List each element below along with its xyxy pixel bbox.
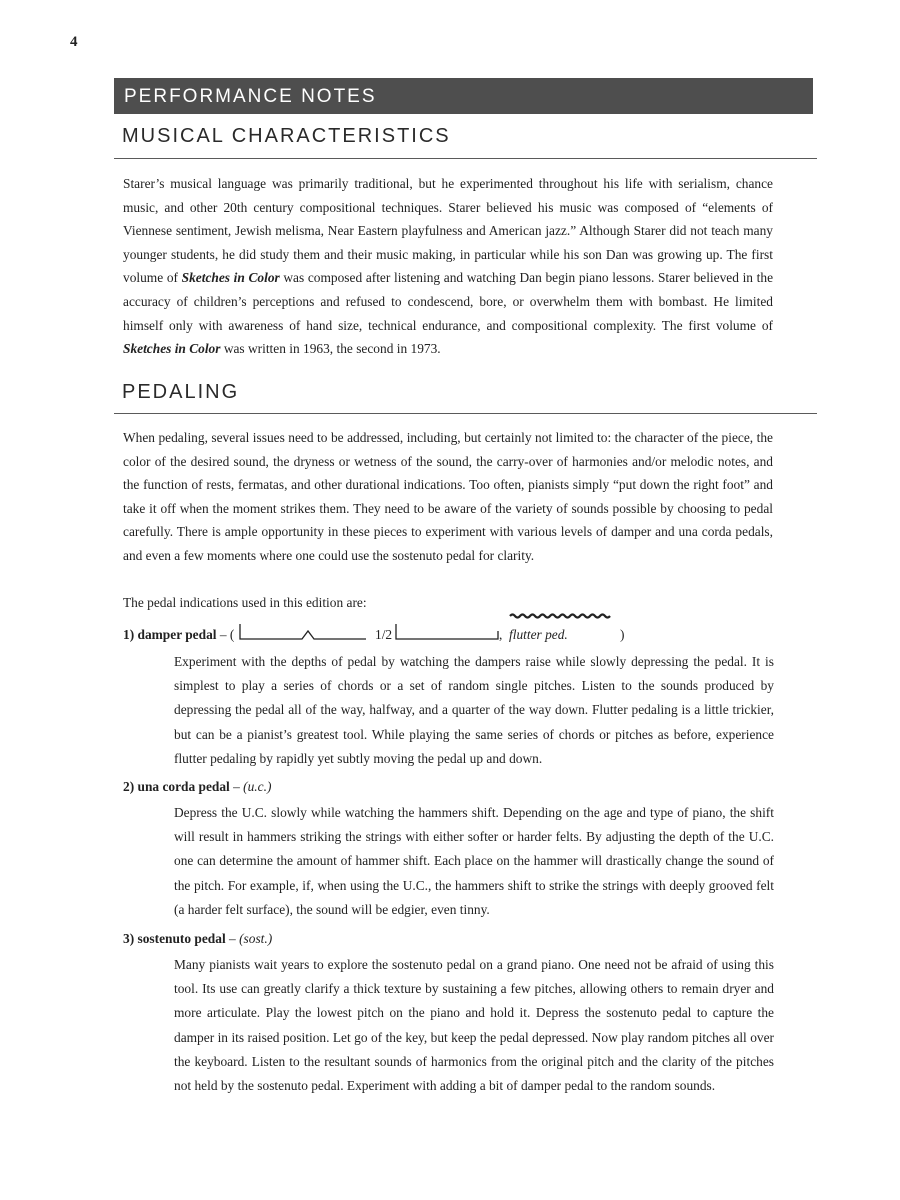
- una-corda-notation: (u.c.): [243, 779, 272, 794]
- notation-close: ): [620, 627, 625, 642]
- flutter-wave-icon: [510, 615, 610, 618]
- una-corda-label: 2) una corda pedal: [123, 779, 230, 794]
- pedal-indications-intro: The pedal indications used in this edition are:: [123, 595, 367, 610]
- una-corda-description: Depress the U.C. slowly while watching the hammers shift. Depending on the age and type of piano, the shift will result in hammers striking the strings with either softer or harder felts. By adjusting the depth of the U.C. one can determine the amount of hammer shift. Each place on the hammer will drastically change the sound of the pitch. For example, if, when using the U.C., the hammers shift to strike the strings with deeply grooved felt (a harder felt surface), the sound will be edgier, even tinny.: [174, 805, 774, 917]
- pedal-bracket-icon: [236, 612, 636, 644]
- sostenuto-description: Many pianists wait years to explore the sostenuto pedal on a grand piano. One need not be afraid of using this tool. Its use can greatly clarify a thick texture by sustaining a few pitches, allowing others to remain dryer and more articulate. Play the lowest pitch on the piano and hold it. Depress the sostenuto pedal to capture the damper in its raised position. Let go of the key, but keep the pedal depressed. Now play random pitches all over the keyboard. Listen to the resultant sounds of harmonics from the original pitch and the clarity of the pitches not held by the sostenuto pedal. Experiment with adding a bit of damper pedal to the random sounds.: [174, 957, 774, 1094]
- section-divider: [114, 158, 817, 159]
- separator-comma: ,: [499, 627, 503, 642]
- text-run: Starer’s musical language was primarily traditional, but he experimented throughout his life with serialism, chance music, and other 20th century compositional techniques. Starer believed his music was composed of “elements of Viennese sentiment, Jewish melisma, Near Eastern playfulness and American jazz.” Although Starer did not teach many younger students, he did study them and their music making, in particular while his son Dan was growing up. The first volume of: [123, 176, 773, 286]
- performance-notes-banner: PERFORMANCE NOTES: [114, 78, 813, 114]
- notation-prefix: – (: [216, 627, 235, 642]
- damper-pedal-heading: [123, 627, 234, 643]
- pedaling-heading: PEDALING: [122, 381, 240, 403]
- musical-characteristics-heading: MUSICAL CHARACTERISTICS: [122, 125, 451, 147]
- flutter-pedal-label: flutter ped.: [509, 627, 568, 642]
- una-corda-heading: 2) una corda pedal – (u.c.): [123, 779, 272, 794]
- damper-pedal-label: 1) damper pedal: [123, 627, 217, 642]
- musical-characteristics-paragraph: [123, 172, 773, 361]
- pedaling-paragraph: When pedaling, several issues need to be addressed, including, but certainly not limited to: the character of the piece, the color of the desired sound, the dryness or wetness of the sound, the carry-over of harmonies and/or melodic notes, and the function of rests, fermatas, and other durational indications. Too often, pianists simply “put down the right foot” and take it off when the moment strikes them. They need to be aware of the variety of sounds possible by choosing to pedal carefully. There is ample opportunity in these pieces to experiment with various levels of damper and una corda pedals, and even a few moments where one could use the sostenuto pedal for clarity.: [123, 430, 773, 563]
- section-divider: [114, 413, 817, 414]
- half-pedal-label: 1/2: [375, 627, 393, 642]
- sostenuto-notation: (sost.): [239, 931, 273, 946]
- page-number: 4: [70, 34, 78, 50]
- damper-pedal-description: Experiment with the depths of pedal by watching the dampers raise while slowly depressing the pedal. It is simplest to play a series of chords or a set of random single pitches. Listen to the sounds produced by depressing the pedal all of the way, halfway, and a quarter of the way down. Flutter pedaling is a little trickier, but can be a pianist’s greatest tool. While playing the same series of chords or pitches as before, experience flutter pedaling by rapidly yet subtly moving the pedal up and down.: [174, 654, 774, 766]
- text-run: was composed after listening and watching Dan begin piano lessons. Starer believed in the accuracy of children’s perceptions and refused to condescend, bore, or overwhelm them with bombast. He limited himself only with awareness of hand size, technical endurance, and compositional complexity. The first volume of: [123, 270, 774, 333]
- half-pedal-bracket-icon: [396, 624, 498, 639]
- sostenuto-label: 3) sostenuto pedal: [123, 931, 226, 946]
- work-title: Sketches in Color: [123, 341, 221, 357]
- text-run: was written in 1963, the second in 1973.: [220, 341, 441, 357]
- sostenuto-heading: 3) sostenuto pedal – (sost.): [123, 931, 273, 946]
- work-title: Sketches in Color: [181, 270, 280, 286]
